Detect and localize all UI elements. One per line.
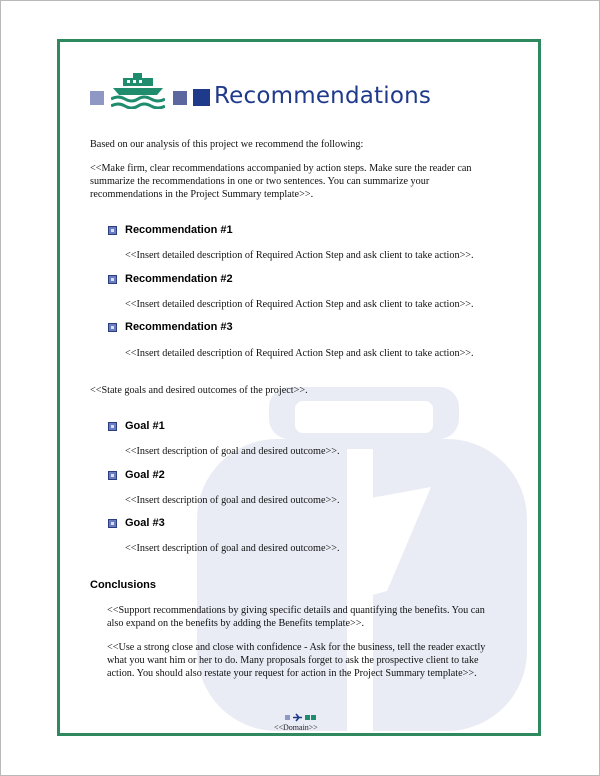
- goal-description: <<Insert description of goal and desired outcome>>.: [125, 543, 340, 554]
- conclusions-heading: Conclusions: [90, 579, 157, 591]
- intro-note-line: summarize the recommendations in one or two sentences. You can summarize your: [90, 176, 430, 187]
- goals-intro: <<State goals and desired outcomes of the project>>.: [90, 385, 308, 396]
- conclusions-paragraph-line: <<Use a strong close and close with confidence - Ask for the business, tell the reader exactly: [107, 642, 486, 653]
- airplane-icon: [285, 713, 317, 722]
- footer-domain: <<Domain>>: [274, 723, 318, 732]
- goal-description: <<Insert description of goal and desired outcome>>.: [125, 495, 340, 506]
- bullet-icon: [108, 519, 117, 528]
- bullet-icon: [108, 226, 117, 235]
- goal-heading: Goal #2: [125, 469, 165, 481]
- intro-note-line: recommendations in the Project Summary template>>.: [90, 189, 314, 200]
- header-square-mid: [173, 91, 187, 105]
- bullet-icon: [108, 275, 117, 284]
- ship-icon: [111, 73, 165, 109]
- recommendation-description: <<Insert detailed description of Required Action Step and ask client to take action>>.: [125, 250, 474, 261]
- page-title: Recommendations: [214, 83, 432, 109]
- page-header: [90, 73, 530, 117]
- conclusions-paragraph-line: action. You should also restate your request for action in the Project Summary template>>.: [107, 668, 477, 679]
- recommendation-heading: Recommendation #3: [125, 321, 233, 333]
- intro-note-line: <<Make firm, clear recommendations accompanied by action steps. Make sure the reader can: [90, 163, 472, 174]
- goal-heading: Goal #3: [125, 517, 165, 529]
- recommendation-description: <<Insert detailed description of Required Action Step and ask client to take action>>.: [125, 348, 474, 359]
- header-square-light: [90, 91, 104, 105]
- recommendation-heading: Recommendation #1: [125, 224, 233, 236]
- conclusions-paragraph-line: <<Support recommendations by giving specific details and quantifying the benefits. You can: [107, 605, 485, 616]
- goal-description: <<Insert description of goal and desired outcome>>.: [125, 446, 340, 457]
- goal-heading: Goal #1: [125, 420, 165, 432]
- bullet-icon: [108, 422, 117, 431]
- recommendation-heading: Recommendation #2: [125, 273, 233, 285]
- bullet-icon: [108, 323, 117, 332]
- conclusions-paragraph-line: also expand on the benefits by adding the Benefits template>>.: [107, 618, 365, 629]
- header-square-dark: [193, 89, 210, 106]
- intro-text: Based on our analysis of this project we recommend the following:: [90, 139, 364, 150]
- bullet-icon: [108, 471, 117, 480]
- conclusions-paragraph-line: what you want him or her to do. Many proposals forget to ask the prospective client to take: [107, 655, 479, 666]
- recommendation-description: <<Insert detailed description of Required Action Step and ask client to take action>>.: [125, 299, 474, 310]
